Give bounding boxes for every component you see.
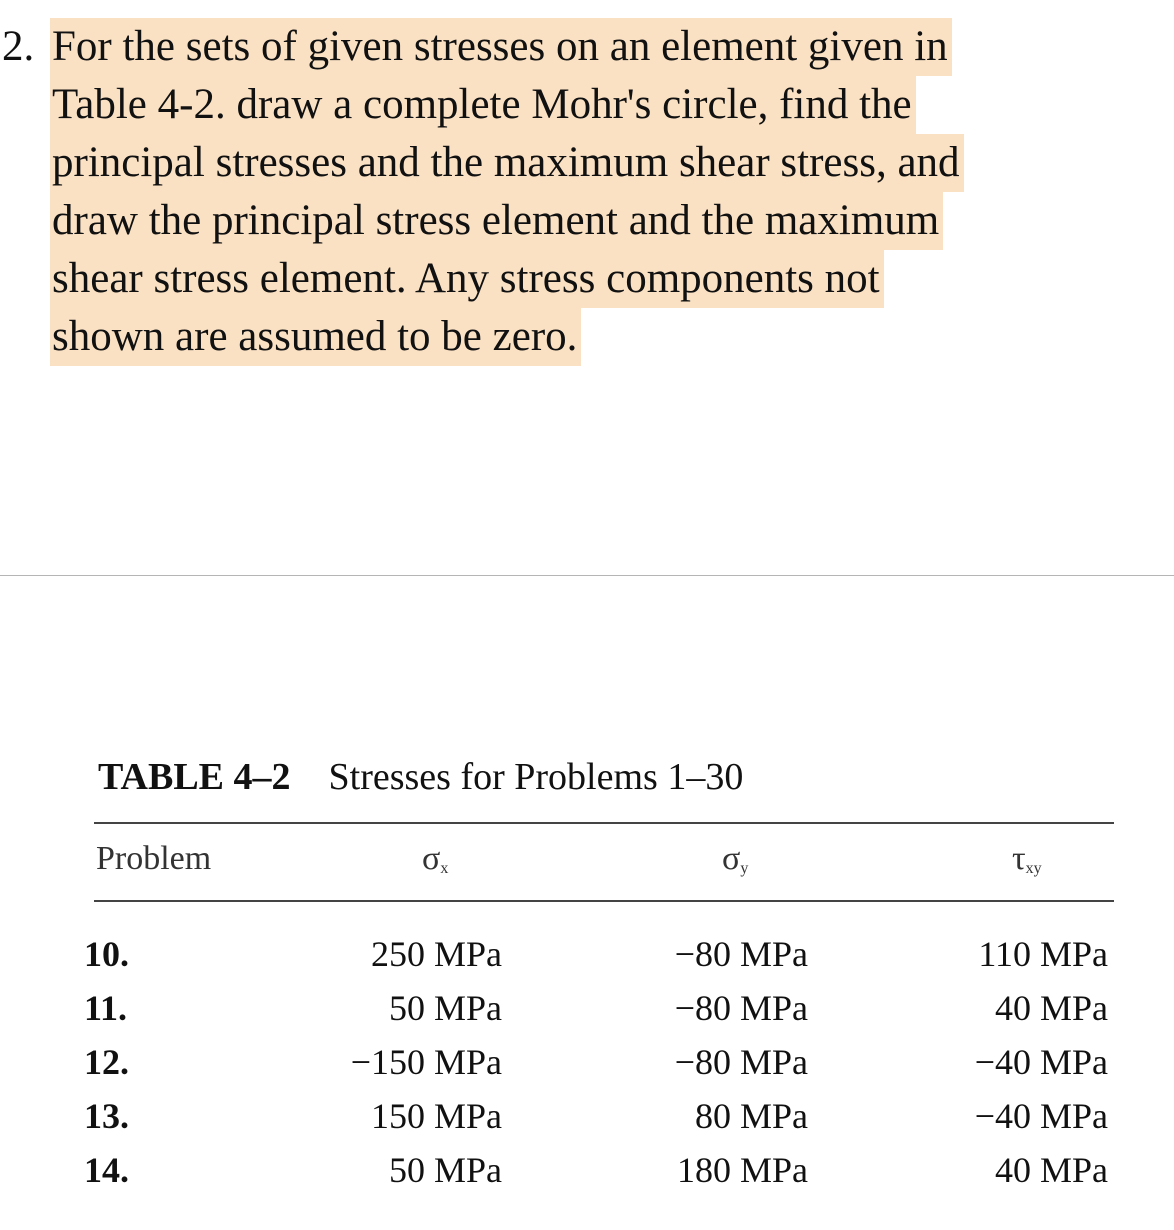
section-divider xyxy=(0,575,1174,576)
cell-sigma-x: −150 MPa xyxy=(350,1042,502,1082)
cell-sigma-x: 150 MPa xyxy=(370,1096,502,1136)
cell-problem: 13. xyxy=(84,1096,129,1136)
header-problem: Problem xyxy=(96,840,212,877)
question-block xyxy=(0,18,1120,366)
cell-tau-xy: 40 MPa xyxy=(994,1150,1108,1190)
cell-problem: 11. xyxy=(84,988,128,1028)
table-row xyxy=(82,1095,1128,1149)
table-title: Stresses for Problems 1–30 xyxy=(328,756,744,798)
table-caption xyxy=(98,755,743,799)
cell-sigma-y: 80 MPa xyxy=(694,1096,808,1136)
header-sigma-x: $\sigma_x$ xyxy=(422,840,449,877)
cell-tau-xy: −40 MPa xyxy=(974,1096,1108,1136)
cell-sigma-y: −80 MPa xyxy=(674,1042,808,1082)
question-line xyxy=(0,18,1120,76)
cell-tau-xy: 110 MPa xyxy=(978,934,1108,974)
table-header-rule xyxy=(94,900,1114,902)
cell-tau-xy: 40 MPa xyxy=(994,988,1108,1028)
header-sigma-y: $\sigma_y$ xyxy=(722,840,749,877)
table-top-rule xyxy=(94,822,1114,824)
question-line xyxy=(0,308,1120,366)
table-label: TABLE 4–2 xyxy=(98,756,291,798)
cell-tau-xy: −40 MPa xyxy=(974,1042,1108,1082)
header-tau-xy: $\tau_{xy}$ xyxy=(1012,840,1042,877)
table-row xyxy=(82,933,1128,987)
question-line xyxy=(0,76,1120,134)
question-line xyxy=(0,134,1120,192)
cell-sigma-y: 180 MPa xyxy=(676,1150,808,1190)
cell-problem: 14. xyxy=(84,1150,129,1190)
question-text: shear stress element. Any stress components not xyxy=(50,250,884,308)
question-text: Table 4-2. draw a complete Mohr's circle, find the xyxy=(50,76,916,134)
cell-sigma-y: −80 MPa xyxy=(674,934,808,974)
question-text: For the sets of given stresses on an element given in xyxy=(50,18,952,76)
question-line xyxy=(0,192,1120,250)
cell-sigma-x: 250 MPa xyxy=(370,934,502,974)
question-number: 2. xyxy=(2,23,35,70)
question-text: draw the principal stress element and the maximum xyxy=(50,192,943,250)
table-row xyxy=(82,1149,1128,1203)
cell-sigma-x: 50 MPa xyxy=(388,1150,502,1190)
cell-problem: 12. xyxy=(84,1042,129,1082)
table-row xyxy=(82,1041,1128,1095)
question-text: principal stresses and the maximum shear stress, and xyxy=(50,134,964,192)
stress-table xyxy=(82,755,1128,1195)
table-row xyxy=(82,987,1128,1041)
question-line xyxy=(0,250,1120,308)
cell-sigma-x: 50 MPa xyxy=(388,988,502,1028)
question-text: shown are assumed to be zero. xyxy=(50,308,581,366)
cell-sigma-y: −80 MPa xyxy=(674,988,808,1028)
table-body xyxy=(82,933,1128,1203)
cell-problem: 10. xyxy=(84,934,129,974)
table-header-row xyxy=(82,840,1128,890)
